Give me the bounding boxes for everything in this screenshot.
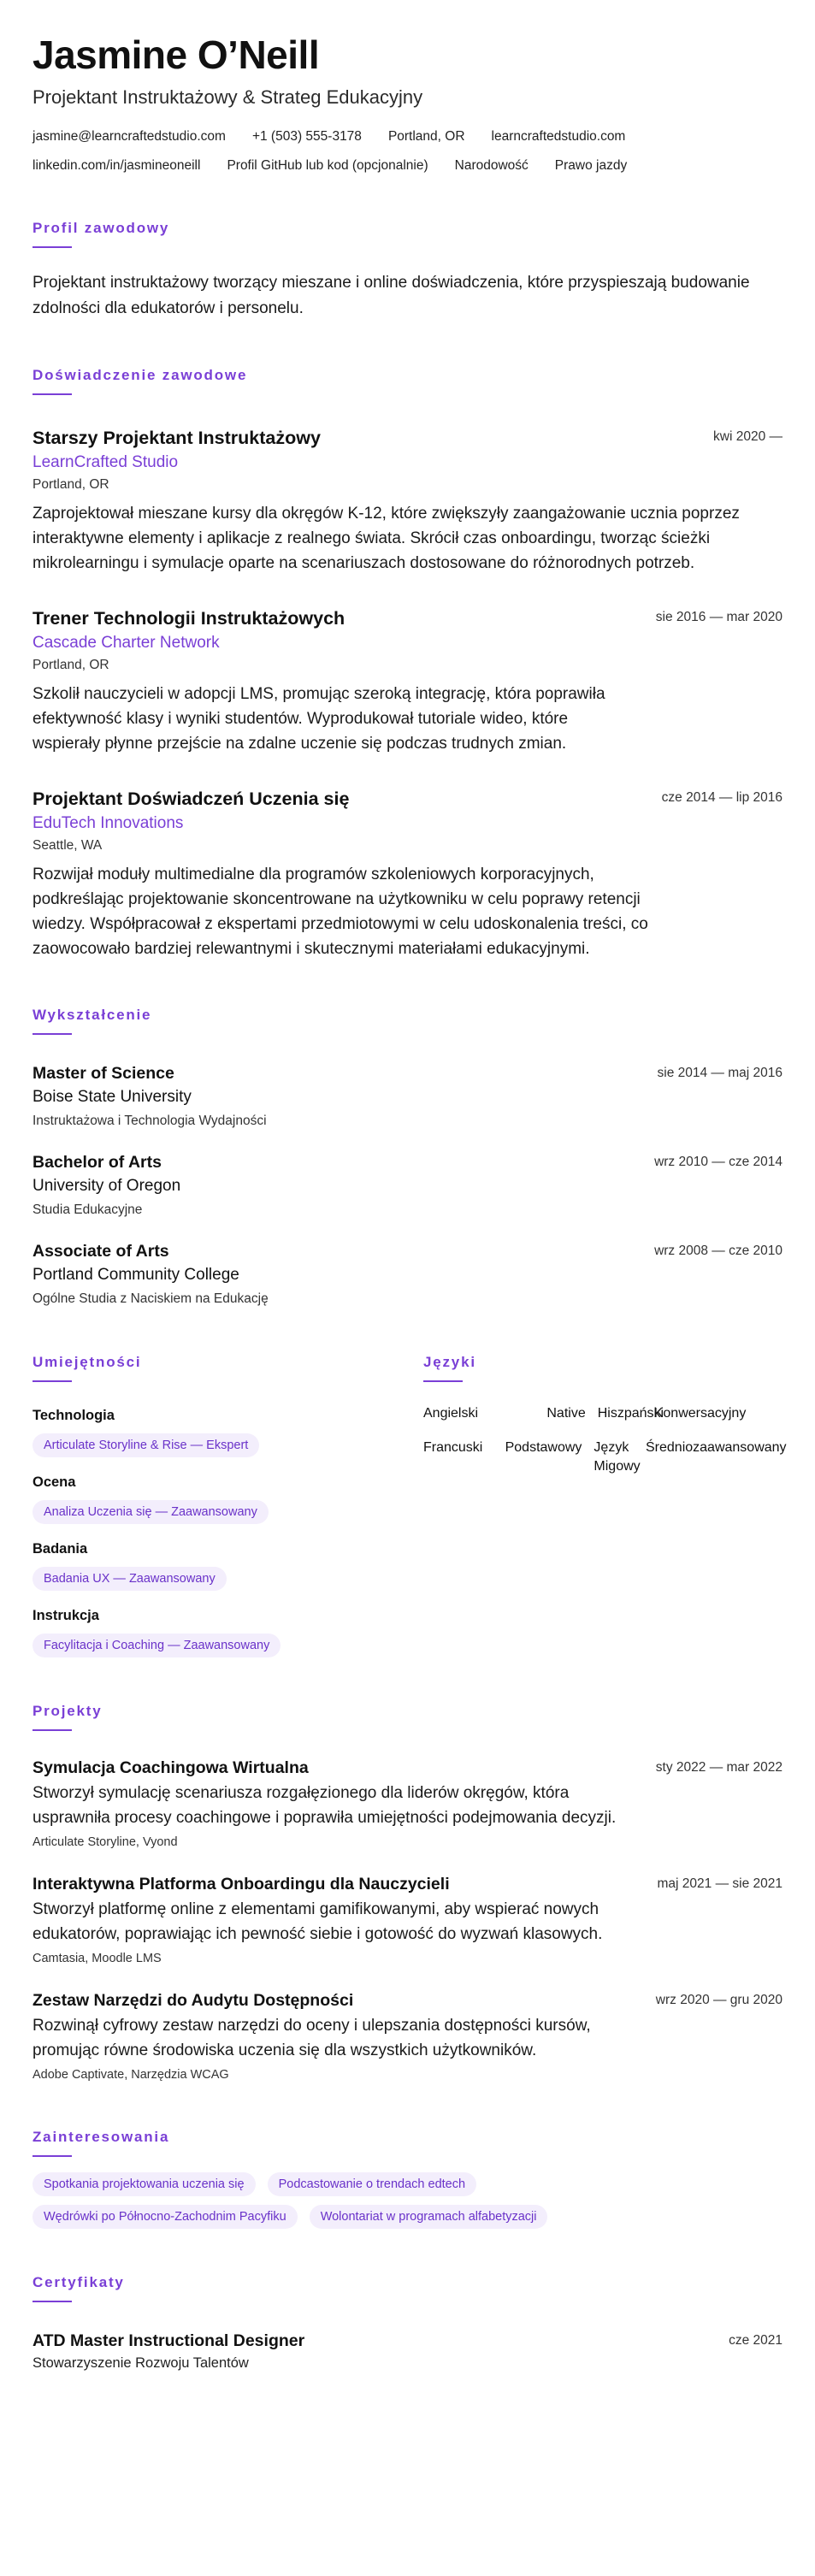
language-name: Angielski bbox=[423, 1406, 479, 1421]
language-name: Język Migowy bbox=[594, 1440, 641, 1474]
skill-group bbox=[32, 1473, 423, 1524]
education-degree: Associate of Arts bbox=[32, 1242, 169, 1261]
interest-list bbox=[32, 2172, 631, 2229]
languages-section bbox=[423, 1353, 787, 1657]
section-title-education: Wykształcenie bbox=[32, 1007, 152, 1023]
education-school: University of Oregon bbox=[32, 1177, 181, 1195]
contact-phone[interactable]: +1 (503) 555-3178 bbox=[251, 129, 362, 144]
certificate-entry bbox=[32, 2330, 783, 2372]
skill-chip: Badania UX — Zaawansowany bbox=[32, 1567, 227, 1591]
project-description: Rozwinął cyfrowy zestaw narzędzi do oceny i ulepszania dostępności kursów, promując równe środowiska uczenia się dla wszystkich użytkowników. bbox=[32, 2017, 591, 2059]
job-title: Trener Technologii Instruktażowych bbox=[32, 608, 345, 629]
section-title-certificates: Certyfikaty bbox=[32, 2274, 125, 2290]
education-entry bbox=[32, 1240, 783, 1309]
education-degree: Master of Science bbox=[32, 1064, 174, 1083]
project-tools: Camtasia, Moodle LMS bbox=[32, 1952, 162, 1965]
section-divider bbox=[32, 1729, 72, 1731]
education-entry bbox=[32, 1062, 783, 1131]
interest-chip: Wędrówki po Północno-Zachodnim Pacyfiku bbox=[32, 2205, 298, 2229]
section-title-skills: Umiejętności bbox=[32, 1354, 142, 1370]
section-title-projects: Projekty bbox=[32, 1703, 103, 1719]
contact-linkedin[interactable]: linkedin.com/in/jasmineoneill bbox=[32, 158, 201, 173]
job-dates: sie 2016 — mar 2020 bbox=[655, 610, 783, 624]
education-field: Ogólne Studia z Naciskiem na Edukację bbox=[32, 1291, 269, 1306]
skills-languages-row bbox=[32, 1353, 787, 1657]
section-divider bbox=[32, 1033, 72, 1035]
education-dates: wrz 2008 — cze 2010 bbox=[654, 1244, 783, 1258]
section-title-interests: Zainteresowania bbox=[32, 2129, 170, 2145]
skill-chip: Analiza Uczenia się — Zaawansowany bbox=[32, 1500, 269, 1524]
skills-section bbox=[32, 1353, 423, 1657]
interest-chip: Wolontariat w programach alfabetyzacji bbox=[310, 2205, 548, 2229]
job-title: Starszy Projektant Instruktażowy bbox=[32, 428, 321, 448]
experience-section bbox=[32, 366, 783, 961]
section-divider bbox=[32, 1380, 72, 1382]
candidate-name: Jasmine O’Neill bbox=[32, 32, 320, 77]
project-entry bbox=[32, 1873, 783, 1967]
certificates-section bbox=[32, 2273, 783, 2372]
language-name: Hiszpański bbox=[597, 1406, 664, 1421]
job-location: Portland, OR bbox=[32, 477, 109, 492]
project-description: Stworzył symulację scenariusza rozgałęzionego dla liderów okręgów, która usprawniła procesy coachingowe i poprawiła umiejętności podejmowania decyzji. bbox=[32, 1784, 617, 1827]
section-title-experience: Doświadczenie zawodowe bbox=[32, 367, 248, 383]
interest-chip: Spotkania projektowania uczenia się bbox=[32, 2172, 256, 2196]
job-description: Rozwijał moduły multimedialne dla programów szkoleniowych korporacyjnych, podkreślając projektowanie skoncentrowane na użytkowniku w celu poprawy retencji wiedzy. Współpracował z ekspertami przedmiotowymi w celu udoskonalenia treści, co zaowocowało bardziej relewantnymi i skutecznymi materiałami edukacyjnymi. bbox=[32, 866, 648, 958]
contact-website[interactable]: learncraftedstudio.com bbox=[491, 129, 626, 144]
section-divider bbox=[423, 1380, 463, 1382]
section-title-profile: Profil zawodowy bbox=[32, 220, 170, 236]
job-entry bbox=[32, 787, 783, 961]
language-row bbox=[423, 1439, 787, 1476]
language-level: Native bbox=[546, 1406, 586, 1421]
education-dates: wrz 2010 — cze 2014 bbox=[654, 1155, 783, 1169]
skill-category: Badania bbox=[32, 1541, 88, 1557]
education-section bbox=[32, 1006, 783, 1309]
profile-summary: Projektant instruktażowy tworzący mieszane i online doświadczenia, które przyspieszają budowanie zdolności dla edukatorów i personelu. bbox=[32, 274, 750, 317]
contact-driving-license: Prawo jazdy bbox=[554, 158, 628, 173]
project-title: Symulacja Coachingowa Wirtualna bbox=[32, 1758, 309, 1777]
contact-nationality: Narodowość bbox=[454, 158, 529, 173]
job-location: Seattle, WA bbox=[32, 838, 103, 853]
projects-section bbox=[32, 1702, 783, 2083]
candidate-headline: Projektant Instruktażowy & Strateg Edukacyjny bbox=[32, 86, 423, 108]
language-list bbox=[423, 1404, 787, 1476]
job-company: Cascade Charter Network bbox=[32, 634, 220, 652]
section-divider bbox=[32, 2301, 72, 2302]
section-divider bbox=[32, 393, 72, 395]
job-company: EduTech Innovations bbox=[32, 814, 184, 832]
job-title: Projektant Doświadczeń Uczenia się bbox=[32, 789, 350, 809]
education-degree: Bachelor of Arts bbox=[32, 1153, 162, 1172]
job-company: LearnCrafted Studio bbox=[32, 453, 179, 471]
certificate-issuer: Stowarzyszenie Rozwoju Talentów bbox=[32, 2355, 249, 2371]
job-description: Szkolił nauczycieli w adopcji LMS, promując szeroką integrację, która poprawiła efektywność klasy i wyniki studentów. Wyprodukował tutoriale wideo, które wspierały płynne przejście na zdalne uczenie się podczas trudnych zmian. bbox=[32, 685, 605, 753]
language-level: Podstawowy bbox=[505, 1440, 582, 1455]
education-field: Instruktażowa i Technologia Wydajności bbox=[32, 1114, 267, 1128]
language-level: Średniozaawansowany bbox=[646, 1440, 787, 1455]
project-title: Interaktywna Platforma Onboardingu dla Nauczycieli bbox=[32, 1875, 450, 1894]
language-level: Konwersacyjny bbox=[653, 1406, 747, 1421]
language-row bbox=[423, 1404, 783, 1423]
project-tools: Adobe Captivate, Narzędzia WCAG bbox=[32, 2068, 229, 2082]
skill-category: Instrukcja bbox=[32, 1608, 99, 1623]
skill-category: Ocena bbox=[32, 1474, 76, 1490]
project-dates: sty 2022 — mar 2022 bbox=[655, 1760, 783, 1775]
education-entry bbox=[32, 1151, 783, 1220]
job-dates: cze 2014 — lip 2016 bbox=[661, 790, 783, 805]
skill-chip: Facylitacja i Coaching — Zaawansowany bbox=[32, 1634, 281, 1657]
education-dates: sie 2014 — maj 2016 bbox=[657, 1066, 783, 1080]
section-divider bbox=[32, 2155, 72, 2157]
job-description: Zaprojektował mieszane kursy dla okręgów K-12, które zwiększyły zaangażowanie ucznia poprzez interaktywne elementy i aplikacje z realnego świata. Skrócił czas onboardingu, tworząc ścieżki mikrolearningu i symulacje oparte na scenariuszach dostosowane do różnorodnych potrzeb. bbox=[32, 505, 740, 572]
education-school: Boise State University bbox=[32, 1088, 192, 1106]
contact-email[interactable]: jasmine@learncraftedstudio.com bbox=[32, 129, 226, 144]
project-entry bbox=[32, 1989, 783, 2083]
project-description: Stworzył platformę online z elementami gamifikowanymi, aby wspierać nowych edukatorów, poprawiając ich pewność siebie i gotowość do wyzwań klasowych. bbox=[32, 1900, 603, 1943]
contact-location: Portland, OR bbox=[387, 129, 465, 144]
skill-group bbox=[32, 1606, 423, 1657]
interests-section bbox=[32, 2128, 783, 2229]
language-name: Francuski bbox=[423, 1440, 483, 1455]
education-field: Studia Edukacyjne bbox=[32, 1202, 143, 1217]
education-school: Portland Community College bbox=[32, 1266, 239, 1284]
contact-list bbox=[32, 128, 783, 174]
certificate-date: cze 2021 bbox=[729, 2333, 783, 2348]
project-entry bbox=[32, 1757, 783, 1851]
section-title-languages: Języki bbox=[423, 1354, 476, 1370]
project-title: Zestaw Narzędzi do Audytu Dostępności bbox=[32, 1991, 354, 2010]
job-entry bbox=[32, 606, 783, 756]
profile-section bbox=[32, 219, 783, 322]
job-entry bbox=[32, 426, 783, 576]
resume-header bbox=[32, 32, 783, 174]
contact-github[interactable]: Profil GitHub lub kod (opcjonalnie) bbox=[227, 158, 428, 173]
skill-group bbox=[32, 1406, 423, 1457]
job-dates: kwi 2020 — bbox=[713, 429, 783, 444]
interest-chip: Podcastowanie o trendach edtech bbox=[268, 2172, 476, 2196]
project-dates: maj 2021 — sie 2021 bbox=[657, 1876, 783, 1891]
project-dates: wrz 2020 — gru 2020 bbox=[655, 1993, 783, 2007]
certificate-title: ATD Master Instructional Designer bbox=[32, 2331, 305, 2350]
skill-category: Technologia bbox=[32, 1408, 115, 1423]
skill-group bbox=[32, 1539, 423, 1591]
job-location: Portland, OR bbox=[32, 658, 109, 672]
project-tools: Articulate Storyline, Vyond bbox=[32, 1835, 178, 1849]
skill-chip: Articulate Storyline & Rise — Ekspert bbox=[32, 1433, 259, 1457]
section-divider bbox=[32, 246, 72, 248]
